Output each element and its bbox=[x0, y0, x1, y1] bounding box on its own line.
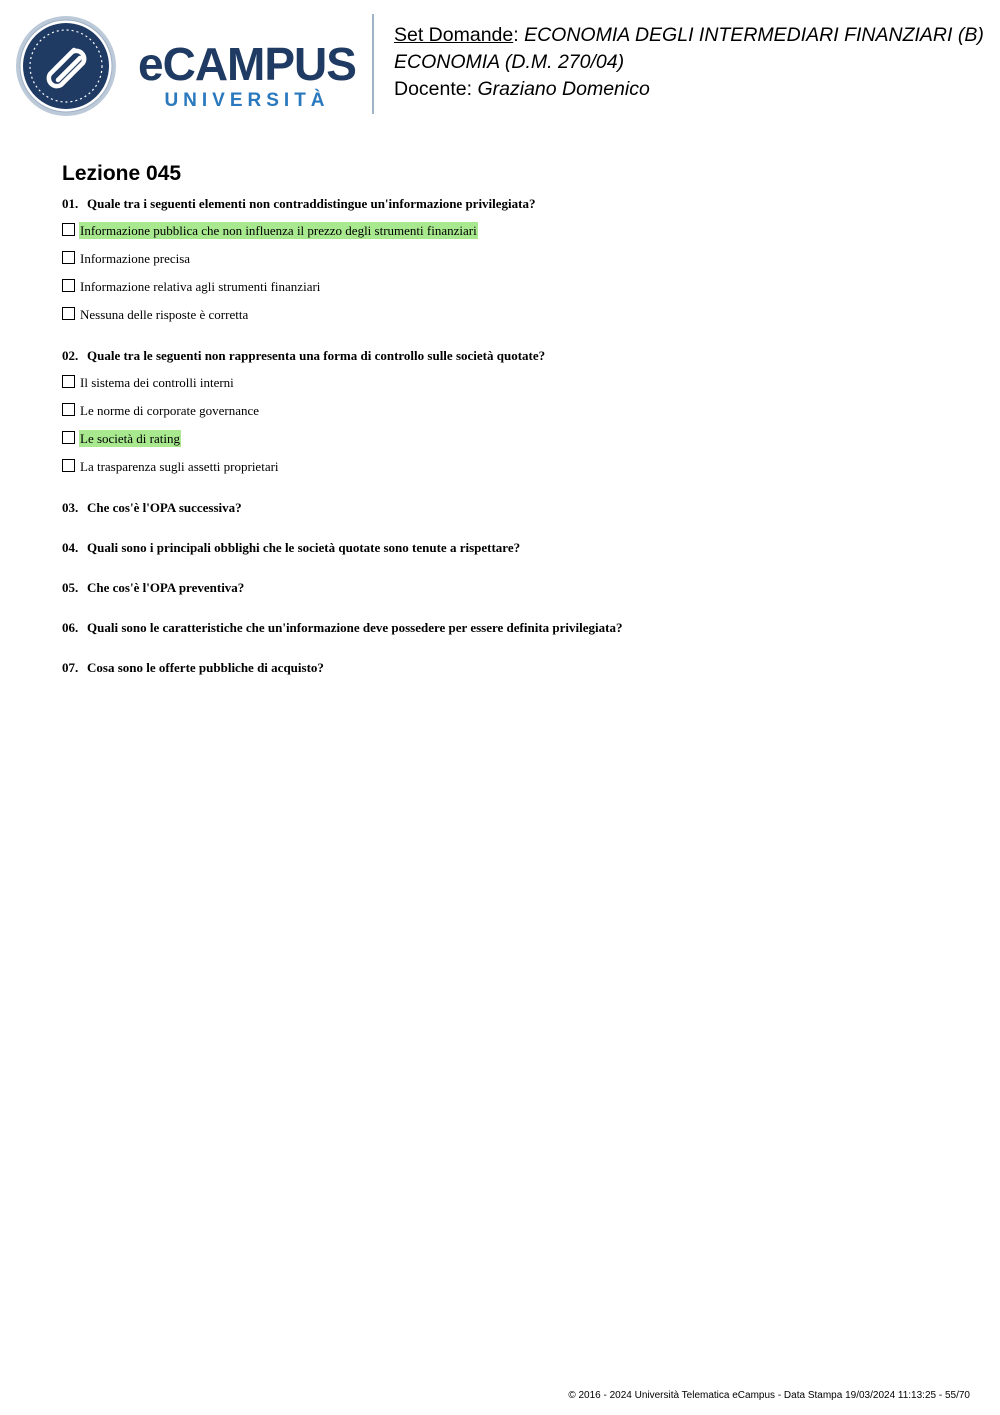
answer-list bbox=[62, 222, 962, 334]
question-item bbox=[62, 580, 962, 620]
question-label: Quale tra le seguenti non rappresenta una forma di controllo sulle società quotate? bbox=[87, 348, 546, 363]
answer-option[interactable] bbox=[62, 222, 962, 250]
question-item bbox=[62, 348, 962, 500]
question-number: 07. bbox=[62, 660, 79, 675]
answer-option[interactable] bbox=[62, 402, 962, 430]
brand-subtitle: UNIVERSITÀ bbox=[164, 90, 330, 111]
question-label: Quale tra i seguenti elementi non contraddistingue un'informazione privilegiata? bbox=[87, 196, 536, 211]
answer-text: Informazione precisa bbox=[80, 251, 191, 266]
answer-option[interactable] bbox=[62, 250, 962, 278]
page-footer: © 2016 - 2024 Università Telematica eCampus - Data Stampa 19/03/2024 11:13:25 - 55/70 bbox=[568, 1390, 970, 1401]
question-text bbox=[62, 348, 962, 364]
answer-list bbox=[62, 374, 962, 486]
question-text bbox=[62, 196, 962, 212]
teacher-name: Graziano Domenico bbox=[477, 78, 650, 100]
correct-answer-text: Informazione pubblica che non influenza il prezzo degli strumenti finanziari bbox=[80, 223, 477, 238]
answer-text: Le norme di corporate governance bbox=[80, 403, 260, 418]
course-info bbox=[394, 22, 994, 103]
question-number: 01. bbox=[62, 196, 79, 211]
answer-checkbox[interactable] bbox=[62, 375, 75, 388]
question-label: Quali sono le caratteristiche che un'informazione deve possedere per essere definita privilegiata? bbox=[87, 620, 623, 635]
question-label: Che cos'è l'OPA preventiva? bbox=[87, 580, 245, 595]
answer-checkbox[interactable] bbox=[62, 251, 75, 264]
answer-option[interactable] bbox=[62, 430, 962, 458]
question-number: 03. bbox=[62, 500, 79, 515]
teacher-line bbox=[394, 76, 994, 103]
question-text bbox=[62, 540, 962, 556]
ecampus-logo bbox=[14, 14, 359, 118]
question-text bbox=[62, 660, 962, 676]
university-seal-icon bbox=[14, 14, 118, 118]
question-item bbox=[62, 540, 962, 580]
correct-answer-text: Le società di rating bbox=[80, 431, 180, 446]
set-line bbox=[394, 22, 994, 49]
answer-option[interactable] bbox=[62, 374, 962, 402]
course-name: ECONOMIA DEGLI INTERMEDIARI FINANZIARI (B) bbox=[524, 24, 984, 46]
question-item bbox=[62, 660, 962, 700]
question-number: 05. bbox=[62, 580, 79, 595]
answer-text: Nessuna delle risposte è corretta bbox=[80, 307, 249, 322]
question-number: 02. bbox=[62, 348, 79, 363]
answer-option[interactable] bbox=[62, 278, 962, 306]
question-number: 04. bbox=[62, 540, 79, 555]
answer-checkbox[interactable] bbox=[62, 279, 75, 292]
question-text bbox=[62, 500, 962, 516]
page-header bbox=[0, 0, 1000, 130]
question-number: 06. bbox=[62, 620, 79, 635]
set-separator: : bbox=[513, 24, 519, 46]
answer-checkbox[interactable] bbox=[62, 459, 75, 472]
answer-checkbox[interactable] bbox=[62, 403, 75, 416]
answer-text: La trasparenza sugli assetti proprietari bbox=[80, 459, 279, 474]
question-item bbox=[62, 500, 962, 540]
course-degree: ECONOMIA (D.M. 270/04) bbox=[394, 51, 625, 73]
header-divider bbox=[372, 14, 374, 114]
question-item bbox=[62, 196, 962, 348]
answer-checkbox[interactable] bbox=[62, 431, 75, 444]
question-text bbox=[62, 620, 962, 636]
question-list bbox=[62, 196, 962, 700]
questions-content bbox=[62, 160, 962, 700]
question-label: Cosa sono le offerte pubbliche di acquisto? bbox=[87, 660, 324, 675]
brand-name: eCAMPUS bbox=[138, 38, 356, 90]
teacher-label: Docente: bbox=[394, 78, 473, 100]
lesson-title: Lezione 045 bbox=[62, 162, 182, 185]
answer-text: Informazione relativa agli strumenti finanziari bbox=[80, 279, 321, 294]
question-item bbox=[62, 620, 962, 660]
brand-wordmark bbox=[136, 40, 358, 120]
set-label: Set Domande bbox=[394, 24, 514, 46]
question-label: Che cos'è l'OPA successiva? bbox=[87, 500, 242, 515]
answer-option[interactable] bbox=[62, 306, 962, 334]
answer-text: Il sistema dei controlli interni bbox=[80, 375, 234, 390]
question-label: Quali sono i principali obblighi che le società quotate sono tenute a rispettare? bbox=[87, 540, 521, 555]
question-text bbox=[62, 580, 962, 596]
answer-option[interactable] bbox=[62, 458, 962, 486]
answer-checkbox[interactable] bbox=[62, 223, 75, 236]
answer-checkbox[interactable] bbox=[62, 307, 75, 320]
